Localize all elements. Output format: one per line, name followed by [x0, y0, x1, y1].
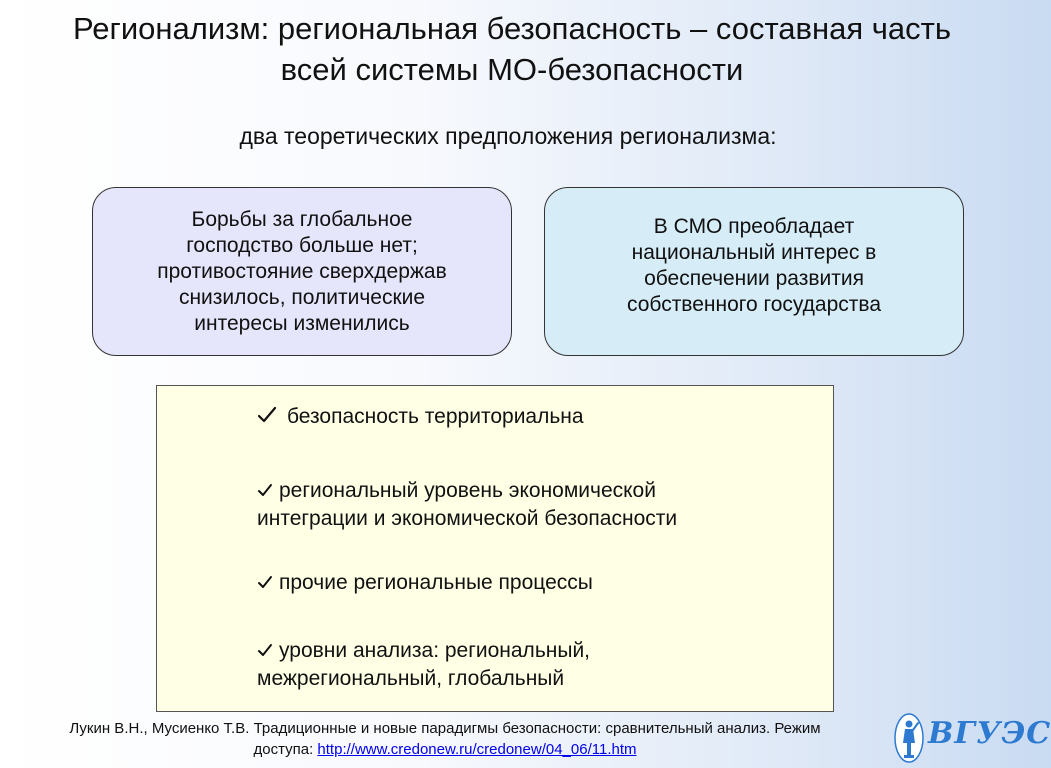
assumption-box-left: [92, 187, 512, 356]
right-box-line: обеспечении развития: [644, 267, 864, 290]
point-text: безопасность территориальна: [287, 405, 584, 428]
checkmark-icon: [257, 642, 273, 658]
point-item: [257, 403, 817, 431]
left-box-line: Борьбы за глобальное: [191, 208, 413, 231]
point-text: уровни анализа: региональный,: [279, 639, 591, 662]
checkmark-icon: [257, 574, 273, 590]
right-box-line: национальный интерес в: [631, 241, 877, 264]
right-box-line: собственного государства: [626, 293, 882, 316]
point-item: [257, 569, 817, 597]
left-box-line: интересы изменились: [194, 312, 410, 335]
slide-title: [0, 8, 1024, 90]
statue-emblem-icon: [894, 713, 924, 763]
assumption-box-right-text: [627, 214, 881, 318]
checkmark-icon: [257, 482, 273, 498]
checkmark-icon: [257, 405, 277, 425]
citation-link[interactable]: http://www.credonew.ru/credonew/04_06/11.htm: [317, 741, 637, 758]
slide-subtitle: два теоретических предположения регионализма:: [239, 123, 777, 149]
point-line: [257, 403, 817, 431]
points-panel: [156, 385, 834, 712]
point-text: региональный уровень экономической: [279, 479, 656, 502]
point-item: [257, 477, 817, 533]
point-line: [257, 569, 817, 597]
point-line: [257, 637, 817, 665]
slide-title-line-1: Регионализм: региональная безопасность – составная часть: [72, 11, 952, 46]
assumption-box-left-text: [157, 207, 447, 337]
university-logo: [892, 712, 1051, 764]
slide-title-line-2: всей системы МО-безопасности: [280, 52, 744, 87]
point-text: прочие региональные процессы: [279, 571, 593, 594]
point-line: [257, 477, 817, 505]
point-item: [257, 637, 817, 693]
left-box-line: противостояние сверхдержав: [157, 260, 447, 283]
point-line: интеграции и экономической безопасности: [257, 507, 678, 530]
citation-access-line: [0, 739, 890, 760]
point-line: межрегиональный, глобальный: [257, 667, 565, 690]
university-logo-text: ВГУЭС: [928, 716, 1051, 751]
assumption-box-right: [544, 187, 964, 356]
left-box-line: снизилось, политические: [178, 286, 426, 309]
citation-prefix: доступа:: [253, 741, 318, 758]
right-box-line: В СМО преобладает: [653, 215, 855, 238]
citation-text: Лукин В.Н., Мусиенко Т.В. Традиционные и новые парадигмы безопасности: сравнительный анализ. Режим: [69, 720, 821, 737]
citation-footer: [0, 718, 890, 760]
left-box-line: господство больше нет;: [186, 234, 418, 257]
